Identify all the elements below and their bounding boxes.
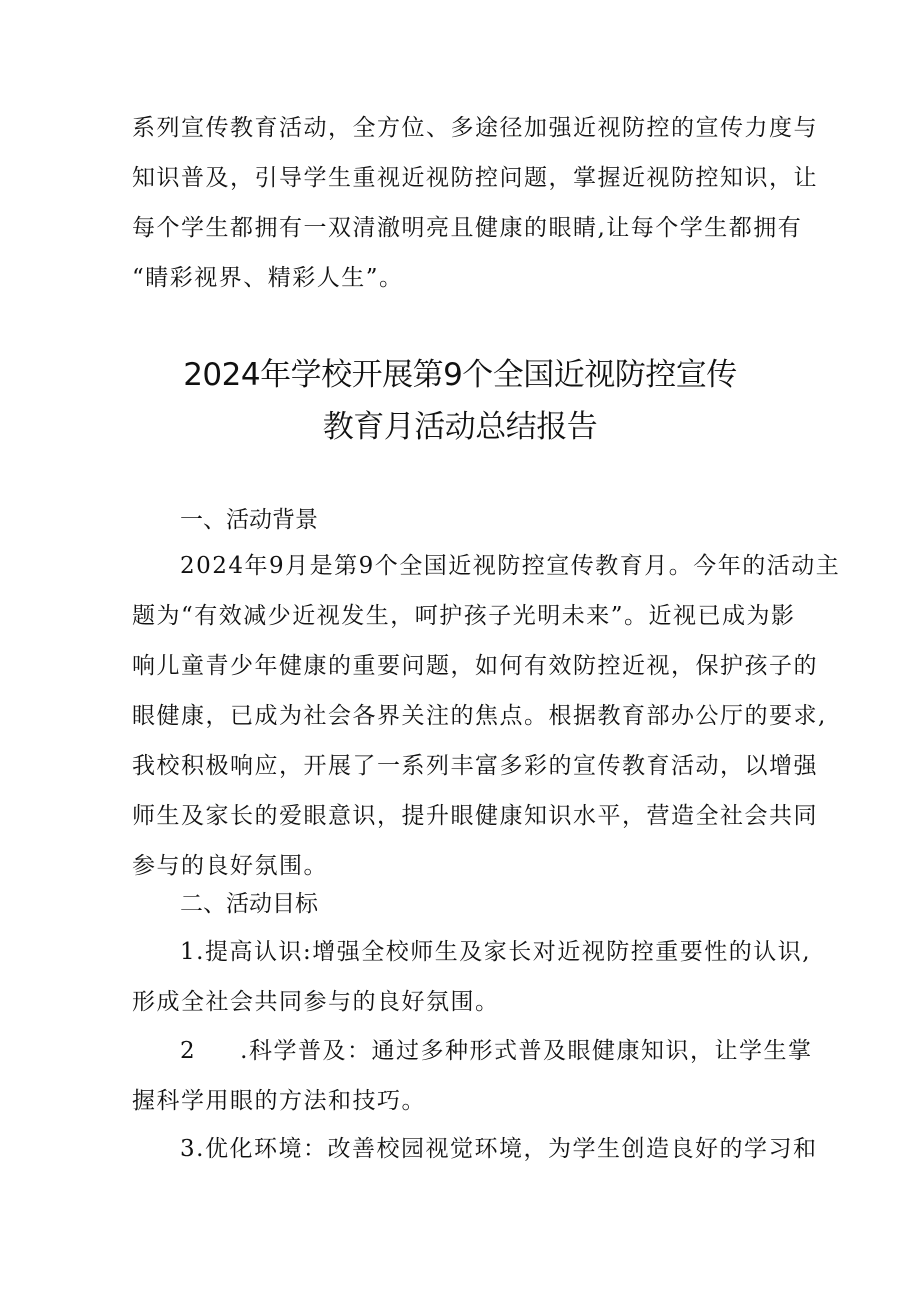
section1-line-5: 我校积极响应，开展了一系列丰富多彩的宣传教育活动，以增强 [132, 753, 818, 779]
goal-item-2-line-1 [180, 1036, 813, 1066]
goal-item-2-line-2: 握科学用眼的方法和技巧。 [132, 1088, 426, 1114]
intro-line-2: 知识普及，引导学生重视近视防控问题，掌握近视防控知识，让 [132, 165, 818, 191]
section1-line-7: 参与的良好氛围。 [132, 853, 328, 879]
intro-line-3: 每个学生都拥有一双清澈明亮且健康的眼睛,让每个学生都拥有 [132, 215, 803, 241]
section1-line-2: 题为“有效减少近视发生，呵护孩子光明未来”。近视已成为影 [132, 603, 796, 629]
section-heading-goals: 二、活动目标 [180, 891, 318, 917]
intro-line-4: “睛彩视界、精彩人生”。 [132, 265, 404, 291]
section1-line-3: 响儿童青少年健康的重要问题，如何有效防控近视，保护孩子的 [132, 653, 818, 679]
intro-line-1: 系列宣传教育活动，全方位、多途径加强近视防控的宣传力度与 [132, 115, 818, 141]
report-title-line-1: 2024年学校开展第9个全国近视防控宣传 [183, 357, 737, 393]
report-title-line-2: 教育月活动总结报告 [322, 409, 598, 445]
section1-line-4: 眼健康，已成为社会各界关注的焦点。根据教育部办公厅的要求, [132, 703, 827, 729]
section-heading-background: 一、活动背景 [180, 507, 318, 533]
goal-item-1-line-1: 1.提高认识:增强全校师生及家长对近视防控重要性的认识, [180, 939, 812, 965]
goal-item-2-text: .科学普及：通过多种形式普及眼健康知识，让学生掌 [240, 1038, 813, 1064]
goal-item-2-number: 2 [180, 1038, 197, 1064]
goal-item-3-line-1: 3.优化环境：改善校园视觉环境，为学生创造良好的学习和 [180, 1136, 818, 1162]
section1-line-6: 师生及家长的爱眼意识，提升眼健康知识水平，营造全社会共同 [132, 803, 818, 829]
goal-item-1-line-2: 形成全社会共同参与的良好氛围。 [132, 989, 500, 1015]
section1-line-1: 2024年9月是第9个全国近视防控宣传教育月。今年的活动主 [180, 553, 841, 579]
